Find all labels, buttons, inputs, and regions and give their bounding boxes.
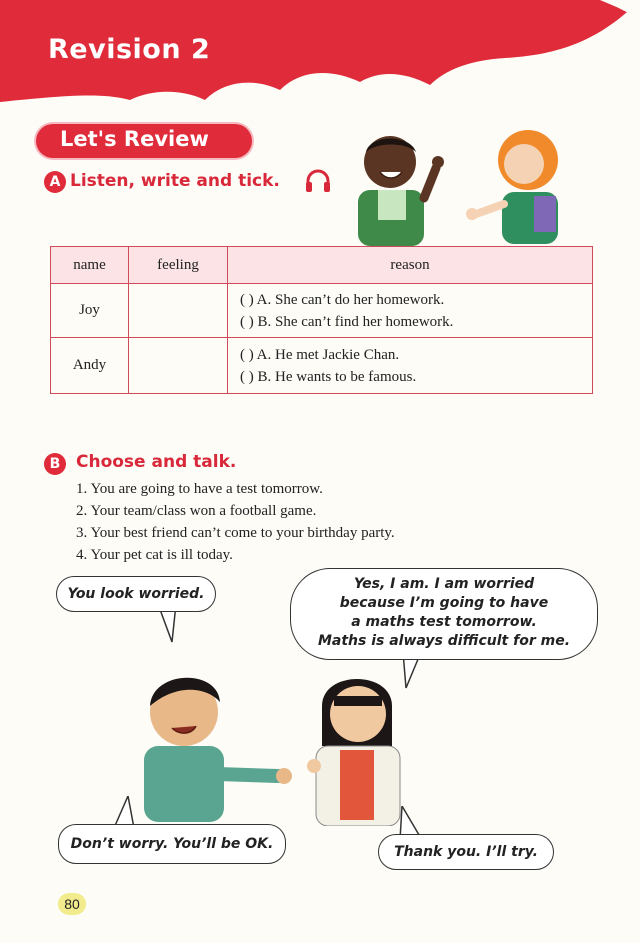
- reason-cell: [228, 284, 593, 338]
- list-item: 3. Your best friend can’t come to your birthday party.: [76, 525, 395, 541]
- prompt-list: [76, 478, 395, 566]
- speech-bubble-thank-you: Thank you. I’ll try.: [378, 834, 554, 870]
- reason-option[interactable]: ( ) B. She can’t find her homework.: [240, 313, 454, 330]
- reason-option[interactable]: ( ) A. He met Jackie Chan.: [240, 346, 400, 363]
- section-b-title: Choose and talk.: [76, 452, 237, 472]
- reason-option[interactable]: ( ) A. She can’t do her homework.: [240, 291, 445, 308]
- list-item: 2. Your team/class won a football game.: [76, 503, 317, 519]
- header-name: name: [51, 247, 129, 284]
- bubble-line: because I’m going to have: [339, 595, 549, 611]
- section-a-badge: A: [44, 171, 66, 193]
- page-title: Revision 2: [48, 34, 211, 65]
- table-row: [51, 284, 593, 338]
- list-item: 1. You are going to have a test tomorrow.: [76, 481, 323, 497]
- reason-cell: [228, 338, 593, 394]
- girl-talking-illustration: [300, 666, 412, 826]
- boy-illustration: [340, 128, 450, 246]
- reason-option[interactable]: ( ) B. He wants to be famous.: [240, 368, 417, 385]
- table-header-row: [51, 247, 593, 284]
- boy-talking-illustration: [138, 662, 298, 822]
- speech-bubble-worried: You look worried.: [56, 576, 216, 612]
- page-number: 80: [58, 893, 86, 915]
- bubble-line: Maths is always difficult for me.: [317, 633, 571, 649]
- feeling-cell[interactable]: [129, 338, 228, 394]
- girl-illustration: [462, 126, 574, 244]
- header-reason: reason: [228, 247, 593, 284]
- bubble-line: Yes, I am. I am worried: [353, 576, 535, 592]
- section-a-title: Listen, write and tick.: [70, 171, 280, 191]
- header-banner: [0, 0, 640, 130]
- headphones-icon: [304, 168, 332, 194]
- feeling-cell[interactable]: [129, 284, 228, 338]
- row-name: Andy: [51, 338, 129, 394]
- header-feeling: feeling: [129, 247, 228, 284]
- table-row: [51, 338, 593, 394]
- row-name: Joy: [51, 284, 129, 338]
- bubble-line: a maths test tomorrow.: [351, 614, 537, 630]
- review-table: [50, 246, 593, 394]
- section-b-badge: B: [44, 453, 66, 475]
- speech-bubble-dont-worry: Don’t worry. You’ll be OK.: [58, 824, 286, 864]
- speech-bubble-reply: [290, 568, 598, 660]
- list-item: 4. Your pet cat is ill today.: [76, 547, 233, 563]
- lets-review-label: Let's Review: [60, 127, 209, 151]
